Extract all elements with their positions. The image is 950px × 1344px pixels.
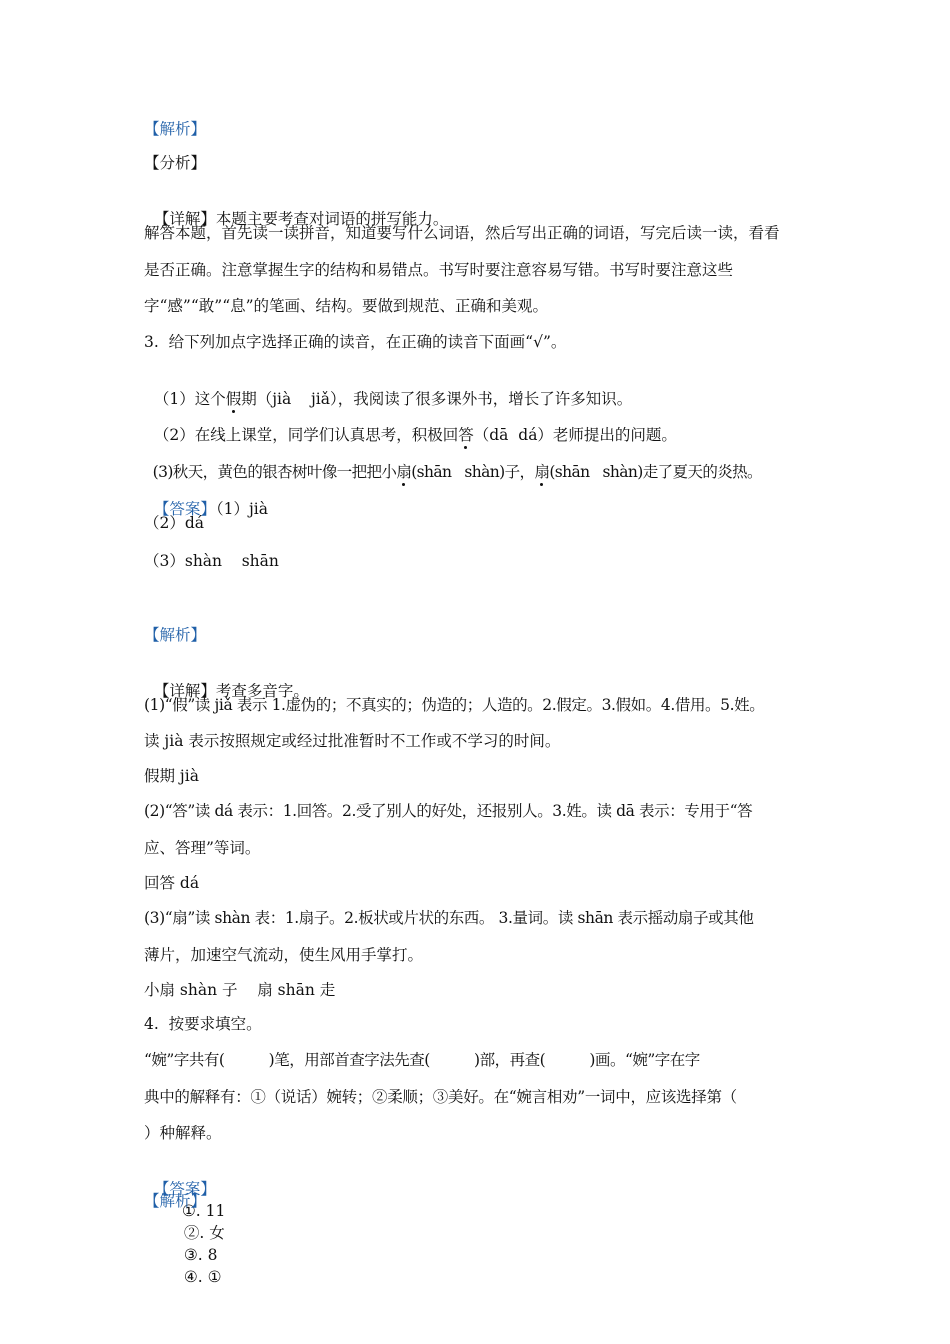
- sentence-text: (shān shàn)子，: [411, 463, 535, 481]
- question-4-line: ）种解释。: [144, 1124, 222, 1142]
- sentence-text: （dā dá）老师提出的问题。: [473, 426, 677, 444]
- answer-item: ①. 11: [181, 1202, 226, 1220]
- sentence-text: 期（jià jiǎ），我阅读了很多课外书，增长了许多知识。: [241, 390, 633, 408]
- answer-item: ③. 8: [183, 1246, 218, 1264]
- explanation-line: 小扇 shàn 子 扇 shān 走: [144, 981, 336, 999]
- analysis-para-line: 字“感”“敢”“息”的笔画、结构。要做到规范、正确和美观。: [144, 297, 549, 315]
- analysis-para-line: 是否正确。注意掌握生字的结构和易错点。书写时要注意容易写错。书写时要注意这些: [144, 261, 734, 279]
- question-3-title: 3. 给下列加点字选择正确的读音，在正确的读音下面画“√”。: [144, 333, 567, 351]
- answer-line-3-3: （3）shàn shān: [144, 552, 279, 570]
- explanation-line: 薄片，加速空气流动，使生风用手掌打。: [144, 946, 424, 964]
- question-4-line: “婉”字共有( )笔，用部首查字法先查( )部，再查( )画。“婉”字在字: [144, 1051, 700, 1069]
- explanation-line: 读 jià 表示按照规定或经过批准暂时不工作或不学习的时间。: [144, 732, 561, 750]
- dotted-char: 假: [225, 390, 242, 408]
- explanation-line: 假期 jià: [144, 767, 199, 785]
- jiexi-heading-2: 【解析】: [144, 626, 207, 644]
- answer-tag: 【答案】: [153, 500, 216, 518]
- sentence-text: （1）这个: [153, 390, 226, 408]
- question-4-title: 4. 按要求填空。: [144, 1015, 262, 1033]
- explanation-line: 回答 dá: [144, 874, 200, 892]
- explanation-line: (1)“假”读 jiǎ 表示 1.虚伪的；不真实的；伪造的；人造的。2.假定。3.假如。4.借用。5.姓。: [144, 696, 765, 714]
- answer-tag: 【答案】: [153, 1180, 216, 1198]
- sentence-text: （2）在线上课堂，同学们认真思考，积极回: [153, 426, 459, 444]
- explanation-line: (3)“扇”读 shàn 表：1.扇子。2.板状或片状的东西。 3.量词。读 shān 表示摇动扇子或其他: [144, 909, 754, 927]
- answer-item: ②. 女: [183, 1224, 225, 1242]
- fenxi-heading: 【分析】: [144, 154, 207, 172]
- xiangjie-tag: 【详解】: [153, 682, 216, 700]
- explanation-line: (2)“答”读 dá 表示：1.回答。2.受了别人的好处，还报别人。3.姓。读 dā 表示：专用于“答: [144, 802, 753, 820]
- answer-item: ④. ①: [183, 1268, 222, 1286]
- answer-line-4: [144, 1156, 820, 1288]
- question-4-line: 典中的解释有：①（说话）婉转；②柔顺；③美好。在“婉言相劝”一词中，应该选择第（: [144, 1088, 737, 1106]
- dotted-char: 扇: [396, 463, 412, 481]
- dotted-char: 答: [458, 426, 474, 444]
- answer-line-3-2: （2）dá: [144, 514, 205, 532]
- explanation-line: 应、答理”等词。: [144, 839, 261, 857]
- xiangjie-text: 本题主要考查对词语的拼写能力。: [215, 210, 449, 228]
- analysis-para-line: 解答本题，首先读一读拼音，知道要写什么词语，然后写出正确的词语，写完后读一读，看看: [144, 224, 780, 242]
- answer-text: （1）jià: [215, 500, 268, 518]
- xiangjie-text: 考查多音字。: [215, 682, 309, 700]
- sentence-text: (3)秋天，黄色的银杏树叶像一把把小: [152, 463, 397, 481]
- jiexi-heading-3: 【解析】: [144, 1192, 207, 1210]
- dotted-char: 扇: [534, 463, 550, 481]
- sentence-text: (shān shàn)走了夏天的炎热。: [549, 463, 762, 481]
- xiangjie-tag: 【详解】: [153, 210, 216, 228]
- jiexi-heading-1: 【解析】: [144, 120, 207, 138]
